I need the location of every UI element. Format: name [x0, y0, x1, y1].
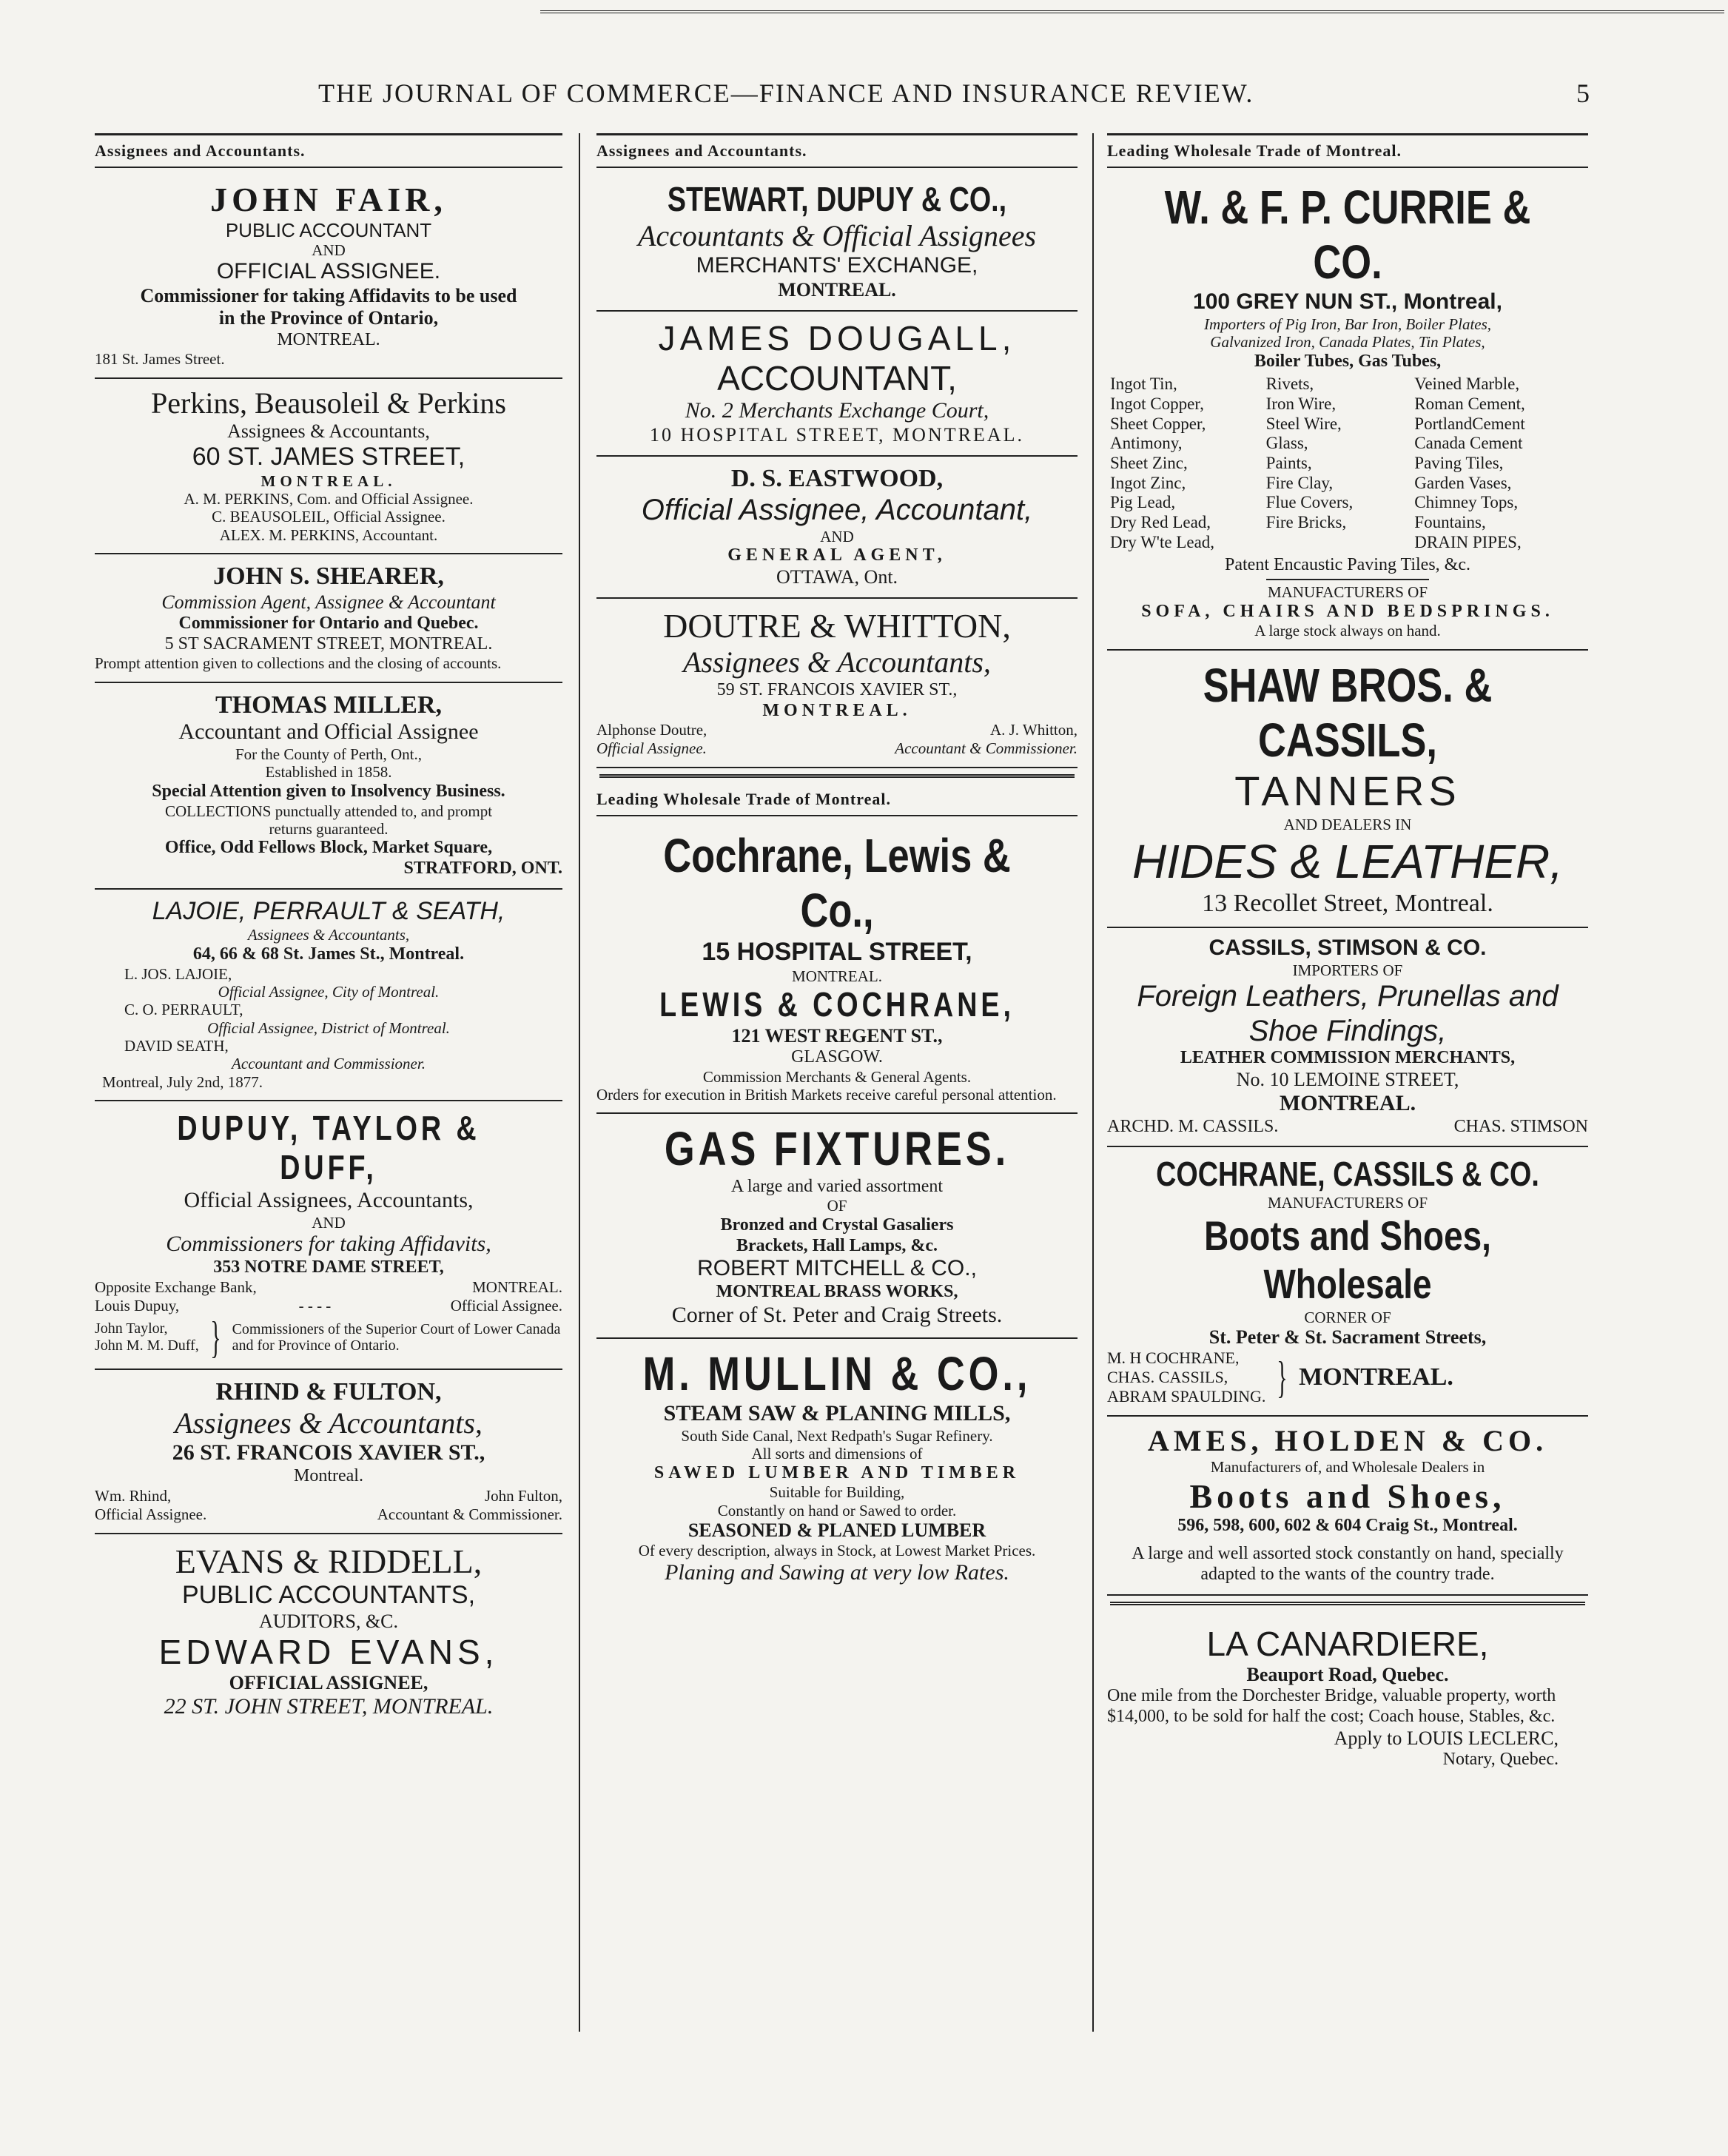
- ad-line: Established in 1858.: [265, 763, 392, 782]
- ad-line: OFFICIAL ASSIGNEE,: [229, 1672, 428, 1694]
- ad-line: Constantly on hand or Sawed to order.: [717, 1501, 957, 1519]
- ad-line: CORNER OF: [1304, 1308, 1391, 1326]
- ad-line: C. O. PERRAULT,: [124, 1001, 243, 1019]
- ad-line: Notary, Quebec.: [1442, 1749, 1559, 1769]
- ad-line: STEAM SAW & PLANING MILLS,: [663, 1401, 1011, 1426]
- top-rule: [540, 10, 1724, 13]
- goods-item: Roman Cement,: [1414, 394, 1525, 413]
- ad-row: [1107, 1349, 1588, 1406]
- ad-cochrane-lewis: [596, 821, 1078, 1114]
- ad-line: Official Assignee, Accountant,: [641, 494, 1033, 527]
- ad-line: A large stock always on hand.: [1254, 622, 1441, 640]
- ad-line: GENERAL AGENT,: [727, 545, 947, 565]
- ad-shearer: [95, 554, 562, 683]
- brace-glyph: }: [1277, 1353, 1288, 1403]
- ad-line: MONTREAL.: [1279, 1091, 1416, 1116]
- goods-item: Ingot Copper,: [1110, 394, 1204, 413]
- ad-line: Manufacturers of, and Wholesale Dealers in: [1210, 1458, 1485, 1477]
- page-number: 5: [1576, 78, 1590, 108]
- goods-item: Pig Lead,: [1110, 493, 1176, 512]
- ad-line: A. M. PERKINS, Com. and Official Assignee.: [184, 490, 474, 508]
- ad-line: 5 ST SACRAMENT STREET, MONTREAL.: [164, 634, 493, 654]
- goods-item: Paints,: [1265, 454, 1312, 473]
- ad-line: MANUFACTURERS OF: [1267, 583, 1428, 602]
- ad-line: DAVID SEATH,: [124, 1036, 229, 1055]
- ad-line: CHAS. STIMSON: [1453, 1116, 1588, 1136]
- ad-row: [95, 1487, 562, 1505]
- ad-line: John Fulton,: [484, 1486, 562, 1505]
- goods-item: Paving Tiles,: [1414, 454, 1504, 473]
- ad-line: Assignees & Accountants,: [247, 926, 410, 944]
- ad-line: 181 St. James Street.: [95, 350, 225, 369]
- ad-line: Importers of Pig Iron, Bar Iron, Boiler Plates,: [1203, 315, 1492, 333]
- ad-line: 596, 598, 600, 602 & 604 Craig St., Montreal.: [1177, 1516, 1518, 1536]
- ad-line: EDWARD EVANS,: [158, 1632, 499, 1671]
- ad-stewart-dupuy: [596, 172, 1078, 312]
- ad-title: STEWART, DUPUY & CO.,: [667, 179, 1007, 218]
- ad-line: Official Assignee.: [596, 739, 707, 758]
- ad-line: No. 10 LEMOINE STREET,: [1236, 1068, 1459, 1090]
- ad-line: AND DEALERS IN: [1283, 816, 1412, 834]
- ad-title: D. S. EASTWOOD,: [730, 464, 944, 492]
- ad-line: AUDITORS, &C.: [258, 1610, 399, 1632]
- goods-item: Iron Wire,: [1265, 394, 1337, 413]
- ad-line: No. 2 Merchants Exchange Court,: [685, 397, 989, 423]
- ad-line: Assignees & Accountants,: [683, 645, 991, 679]
- goods-item: Chimney Tops,: [1414, 493, 1519, 512]
- ad-line: Assignees & Accountants,: [175, 1406, 483, 1440]
- goods-item: Sheet Copper,: [1110, 414, 1206, 433]
- ad-line: St. Peter & St. Sacrament Streets,: [1208, 1326, 1487, 1348]
- goods-item: DRAIN PIPES,: [1414, 532, 1522, 551]
- ad-line: MONTREAL.: [260, 471, 397, 490]
- ad-line: SEASONED & PLANED LUMBER: [687, 1519, 986, 1542]
- goods-list: [1107, 372, 1588, 555]
- brace-glyph: }: [209, 1312, 221, 1362]
- ad-title: CASSILS, STIMSON & CO.: [1208, 936, 1487, 961]
- ad-line: AND: [312, 241, 346, 260]
- ad-line: Official Assignee.: [95, 1505, 207, 1523]
- ad-line: Orders for execution in British Markets receive careful personal attention.: [596, 1085, 1057, 1104]
- ad-line: SOFA, CHAIRS AND BEDSPRINGS.: [1141, 601, 1554, 621]
- ad-line: C. BEAUSOLEIL, Official Assignee.: [212, 508, 446, 526]
- column-right: [1107, 133, 1588, 1779]
- ad-line: OFFICIAL ASSIGNEE.: [216, 259, 441, 284]
- ad-title: RHIND & FULTON,: [215, 1377, 442, 1406]
- ad-line: John Taylor,: [95, 1320, 168, 1337]
- goods-item: Fountains,: [1414, 513, 1486, 532]
- running-head: [0, 78, 1728, 122]
- ad-line: One mile from the Dorchester Bridge, valuable property, worth $14,000, to be sold for half the cost; Coach house, Stables, &c.: [1107, 1686, 1556, 1726]
- section-divider: [599, 774, 1075, 778]
- ad-line: Special Attention given to Insolvency Business.: [152, 781, 505, 801]
- goods-item: Sheet Zinc,: [1110, 454, 1188, 473]
- ad-line: Boiler Tubes, Gas Tubes,: [1254, 351, 1442, 371]
- ad-row: [95, 1505, 562, 1524]
- ad-line: 60 ST. JAMES STREET,: [192, 443, 465, 471]
- ad-doutre-whitton: [596, 599, 1078, 768]
- ad-line: 59 ST. FRANCOIS XAVIER ST.,: [716, 679, 958, 699]
- ad-line: ABRAM SPAULDING.: [1107, 1387, 1266, 1406]
- ad-gas-fixtures: [596, 1114, 1078, 1339]
- ad-line: TANNERS: [1234, 768, 1461, 815]
- ad-line: SAWED LUMBER AND TIMBER: [653, 1462, 1021, 1482]
- ad-line: MONTREAL BRASS WORKS,: [716, 1282, 958, 1302]
- ad-line: Commissioners for taking Affidavits,: [166, 1231, 491, 1256]
- goods-item: Canada Cement: [1414, 434, 1523, 453]
- column-divider: [579, 133, 580, 2032]
- ad-line: CHAS. CASSILS,: [1107, 1368, 1228, 1387]
- goods-item: Fire Clay,: [1265, 473, 1334, 492]
- ad-line: MERCHANTS' EXCHANGE,: [696, 253, 978, 278]
- ad-line: Boots and Shoes, Wholesale: [1204, 1212, 1491, 1307]
- ad-title: M. MULLIN & CO.,: [642, 1346, 1032, 1400]
- ad-line: 100 GREY NUN ST., Montreal,: [1193, 289, 1502, 314]
- ad-title: W. & F. P. CURRIE & CO.: [1164, 180, 1531, 289]
- ad-rhind-fulton: [95, 1370, 562, 1534]
- ad-line: A large and well assorted stock constantly on hand, specially adapted to the wants of the country trade.: [1132, 1544, 1564, 1584]
- ad-shaw-bros: [1107, 651, 1588, 928]
- ad-line: Foreign Leathers, Prunellas and: [1137, 980, 1559, 1013]
- ad-title: JOHN FAIR,: [210, 180, 447, 218]
- section-divider: [1110, 1602, 1585, 1605]
- goods-item: Ingot Tin,: [1110, 375, 1177, 394]
- goods-item: Rivets,: [1265, 375, 1314, 394]
- ad-line: Beauport Road, Quebec.: [1246, 1664, 1449, 1686]
- ad-line: Commissioners of the Superior Court of Lower Canada and for Province of Ontario.: [232, 1320, 561, 1354]
- column-divider: [1092, 133, 1094, 2032]
- section-heading: Leading Wholesale Trade of Montreal.: [596, 790, 1078, 816]
- ad-line: Suitable for Building,: [769, 1483, 905, 1502]
- ad-line: Accountant & Commissioner.: [377, 1505, 562, 1523]
- ad-currie: [1107, 172, 1588, 651]
- ad-line: L. JOS. LAJOIE,: [124, 964, 232, 983]
- ad-line: IMPORTERS OF: [1292, 961, 1403, 979]
- ad-line: Galvanized Iron, Canada Plates, Tin Plates,: [1210, 333, 1485, 352]
- goods-item: Veined Marble,: [1414, 375, 1520, 394]
- ad-line: MONTREAL.: [1299, 1363, 1453, 1391]
- ad-line: Commission Agent, Assignee & Accountant: [161, 591, 496, 613]
- ad-line: Official Assignee, District of Montreal.: [207, 1018, 450, 1037]
- ad-line: HIDES & LEATHER,: [1132, 834, 1564, 888]
- ad-line: A large and varied assortment: [730, 1176, 944, 1196]
- ad-line: AND: [312, 1213, 346, 1232]
- ad-thomas-miller: [95, 683, 562, 890]
- ad-line: Commissioner for taking Affidavits to be used: [140, 285, 517, 307]
- ad-line: John M. M. Duff,: [95, 1337, 199, 1354]
- ad-line: 64, 66 & 68 St. James St., Montreal.: [192, 944, 465, 964]
- ad-eastwood: [596, 457, 1078, 599]
- goods-item: Flue Covers,: [1265, 493, 1354, 512]
- ad-line: Planing and Sawing at very low Rates.: [665, 1559, 1009, 1585]
- ad-line: MONTREAL.: [277, 329, 380, 349]
- ad-line: 22 ST. JOHN STREET, MONTREAL.: [164, 1694, 494, 1719]
- goods-item: Antimony,: [1110, 434, 1183, 453]
- ad-title: GAS FIXTURES.: [664, 1122, 1010, 1176]
- ad-row: [596, 739, 1078, 758]
- ad-mullin: [596, 1339, 1078, 1595]
- ad-line: Montreal.: [294, 1466, 363, 1486]
- ad-title: JOHN S. SHEARER,: [213, 562, 444, 591]
- goods-item: Dry Red Lead,: [1110, 513, 1211, 532]
- ad-line: 26 ST. FRANCOIS XAVIER ST.,: [172, 1440, 485, 1465]
- ad-line: 353 NOTRE DAME STREET,: [213, 1257, 444, 1277]
- ad-line: MONTREAL.: [472, 1277, 562, 1296]
- ad-line: Boots and Shoes,: [1189, 1477, 1506, 1515]
- ad-line: Prompt attention given to collections and the closing of accounts.: [95, 654, 502, 673]
- ad-row: [1107, 1117, 1588, 1137]
- ad-james-dougall: [596, 312, 1078, 457]
- ad-row: [95, 1278, 562, 1297]
- journal-title: THE JOURNAL OF COMMERCE—FINANCE AND INSURANCE REVIEW.: [318, 78, 1254, 108]
- ad-line: GLASGOW.: [791, 1047, 883, 1067]
- ad-line: Official Assignee.: [450, 1296, 562, 1314]
- column-middle: [596, 133, 1078, 1594]
- ad-line: 13 Recollet Street, Montreal.: [1202, 889, 1493, 917]
- ad-line: ROBERT MITCHELL & CO.,: [697, 1256, 977, 1281]
- ad-line: Accountant and Commissioner.: [232, 1055, 426, 1073]
- ad-title: SHAW BROS. & CASSILS,: [1203, 658, 1493, 767]
- ad-line: - - - -: [298, 1296, 332, 1314]
- ad-line: in the Province of Ontario,: [218, 307, 439, 329]
- ad-line: ARCHD. M. CASSILS.: [1107, 1116, 1279, 1136]
- ad-line: Accountant and Official Assignee: [178, 719, 479, 745]
- ad-line: 15 HOSPITAL STREET,: [702, 938, 972, 967]
- ad-line: Alphonse Doutre,: [596, 721, 707, 739]
- ad-line: MANUFACTURERS OF: [1267, 1194, 1428, 1212]
- ad-line: Bronzed and Crystal Gasaliers: [720, 1215, 954, 1235]
- ad-title: LAJOIE, PERRAULT & SEATH,: [152, 896, 505, 925]
- ad-line: Opposite Exchange Bank,: [95, 1277, 257, 1296]
- ad-line: Wm. Rhind,: [95, 1486, 172, 1505]
- ad-line: M. H COCHRANE,: [1107, 1349, 1240, 1368]
- column-left: [95, 133, 562, 1729]
- ad-line: STRATFORD, ONT.: [403, 859, 562, 879]
- ad-line: 121 WEST REGENT ST.,: [731, 1024, 943, 1047]
- ad-line: Patent Encaustic Paving Tiles, &c.: [1225, 555, 1470, 575]
- ad-title: JAMES DOUGALL,: [658, 319, 1016, 358]
- ad-line: Of every description, always in Stock, at Lowest Market Prices.: [638, 1542, 1036, 1560]
- goods-item: PortlandCement: [1414, 414, 1525, 433]
- ad-title: DOUTRE & WHITTON,: [663, 607, 1011, 645]
- mini-rule: [1266, 579, 1429, 580]
- ad-line: OTTAWA, Ont.: [776, 565, 898, 588]
- ad-perkins: [95, 379, 562, 554]
- ad-line: MONTREAL.: [792, 967, 882, 985]
- section-heading: Assignees and Accountants.: [596, 133, 1078, 168]
- ad-ames-holden: [1107, 1417, 1588, 1596]
- goods-item: Dry W'te Lead,: [1110, 532, 1215, 551]
- ad-line: OF: [827, 1197, 847, 1215]
- ad-dupuy-taylor: [95, 1101, 562, 1370]
- ad-row: [95, 1312, 562, 1362]
- ad-line: LEATHER COMMISSION MERCHANTS,: [1180, 1048, 1516, 1068]
- ad-line: Brackets, Hall Lamps, &c.: [736, 1235, 938, 1255]
- ad-line: MONTREAL.: [778, 279, 896, 301]
- goods-item: Steel Wire,: [1265, 414, 1342, 433]
- ad-la-canardiere: [1107, 1617, 1588, 1779]
- ad-line: Office, Odd Fellows Block, Market Square,: [164, 838, 493, 858]
- ad-line: MONTREAL.: [762, 700, 912, 720]
- ad-title: LA CANARDIERE,: [1206, 1624, 1489, 1663]
- goods-item: Garden Vases,: [1414, 473, 1512, 492]
- ad-line: Accountant & Commissioner.: [895, 739, 1078, 758]
- goods-item: Fire Bricks,: [1265, 513, 1347, 532]
- ad-title: AMES, HOLDEN & CO.: [1147, 1424, 1548, 1458]
- ad-line: Montreal, July 2nd, 1877.: [102, 1072, 263, 1091]
- ad-line: Corner of St. Peter and Craig Streets.: [671, 1303, 1003, 1328]
- ad-line: AND: [820, 527, 854, 545]
- ad-title: EVANS & RIDDELL,: [175, 1542, 483, 1580]
- ad-evans-riddell: [95, 1534, 562, 1729]
- ad-line: All sorts and dimensions of: [751, 1445, 923, 1463]
- ad-line: South Side Canal, Next Redpath's Sugar Refinery.: [681, 1426, 993, 1445]
- ad-title: Perkins, Beausoleil & Perkins: [151, 386, 506, 420]
- section-heading: Leading Wholesale Trade of Montreal.: [1107, 133, 1588, 168]
- ad-line: LEWIS & COCHRANE,: [659, 985, 1015, 1024]
- ad-title: Cochrane, Lewis & Co.,: [663, 828, 1011, 938]
- ad-cochrane-cassils: [1107, 1147, 1588, 1417]
- ad-line: PUBLIC ACCOUNTANT: [225, 218, 432, 241]
- ad-line: Shoe Findings,: [1248, 1014, 1447, 1047]
- ad-line: For the County of Perth, Ont.,: [235, 745, 422, 763]
- ad-line: Official Assignee, City of Montreal.: [218, 982, 440, 1001]
- ad-title: COCHRANE, CASSILS & CO.: [1156, 1154, 1539, 1193]
- ad-line: COLLECTIONS punctually attended to, and prompt: [164, 802, 493, 820]
- ad-row: [95, 1297, 562, 1315]
- ad-line: Accountants & Official Assignees: [637, 218, 1037, 252]
- ad-line: returns guaranteed.: [269, 819, 389, 838]
- ad-line: A. J. Whitton,: [989, 721, 1078, 739]
- ad-john-fair: [95, 172, 562, 379]
- goods-item: Glass,: [1265, 434, 1308, 453]
- ad-line: 10 HOSPITAL STREET, MONTREAL.: [650, 423, 1024, 446]
- ad-line: Louis Dupuy,: [95, 1296, 180, 1314]
- goods-item: Ingot Zinc,: [1110, 473, 1186, 492]
- ad-line: Apply to LOUIS LECLERC,: [1334, 1727, 1559, 1749]
- ad-line: Commissioner for Ontario and Quebec.: [178, 613, 479, 633]
- ad-lajoie: [95, 890, 562, 1101]
- ad-title: THOMAS MILLER,: [215, 691, 443, 719]
- ad-row: [596, 721, 1078, 739]
- ad-line: Commission Merchants & General Agents.: [702, 1067, 972, 1086]
- ad-line: PUBLIC ACCOUNTANTS,: [181, 1581, 476, 1610]
- ad-cassils-stimson: [1107, 928, 1588, 1147]
- ad-line: Official Assignees, Accountants,: [184, 1187, 474, 1212]
- ad-line: Assignees & Accountants,: [227, 420, 430, 443]
- ad-line: ALEX. M. PERKINS, Accountant.: [219, 525, 438, 544]
- ad-title: DUPUY, TAYLOR & DUFF,: [177, 1109, 480, 1187]
- ad-line: ACCOUNTANT,: [717, 358, 957, 397]
- section-heading: Assignees and Accountants.: [95, 133, 562, 168]
